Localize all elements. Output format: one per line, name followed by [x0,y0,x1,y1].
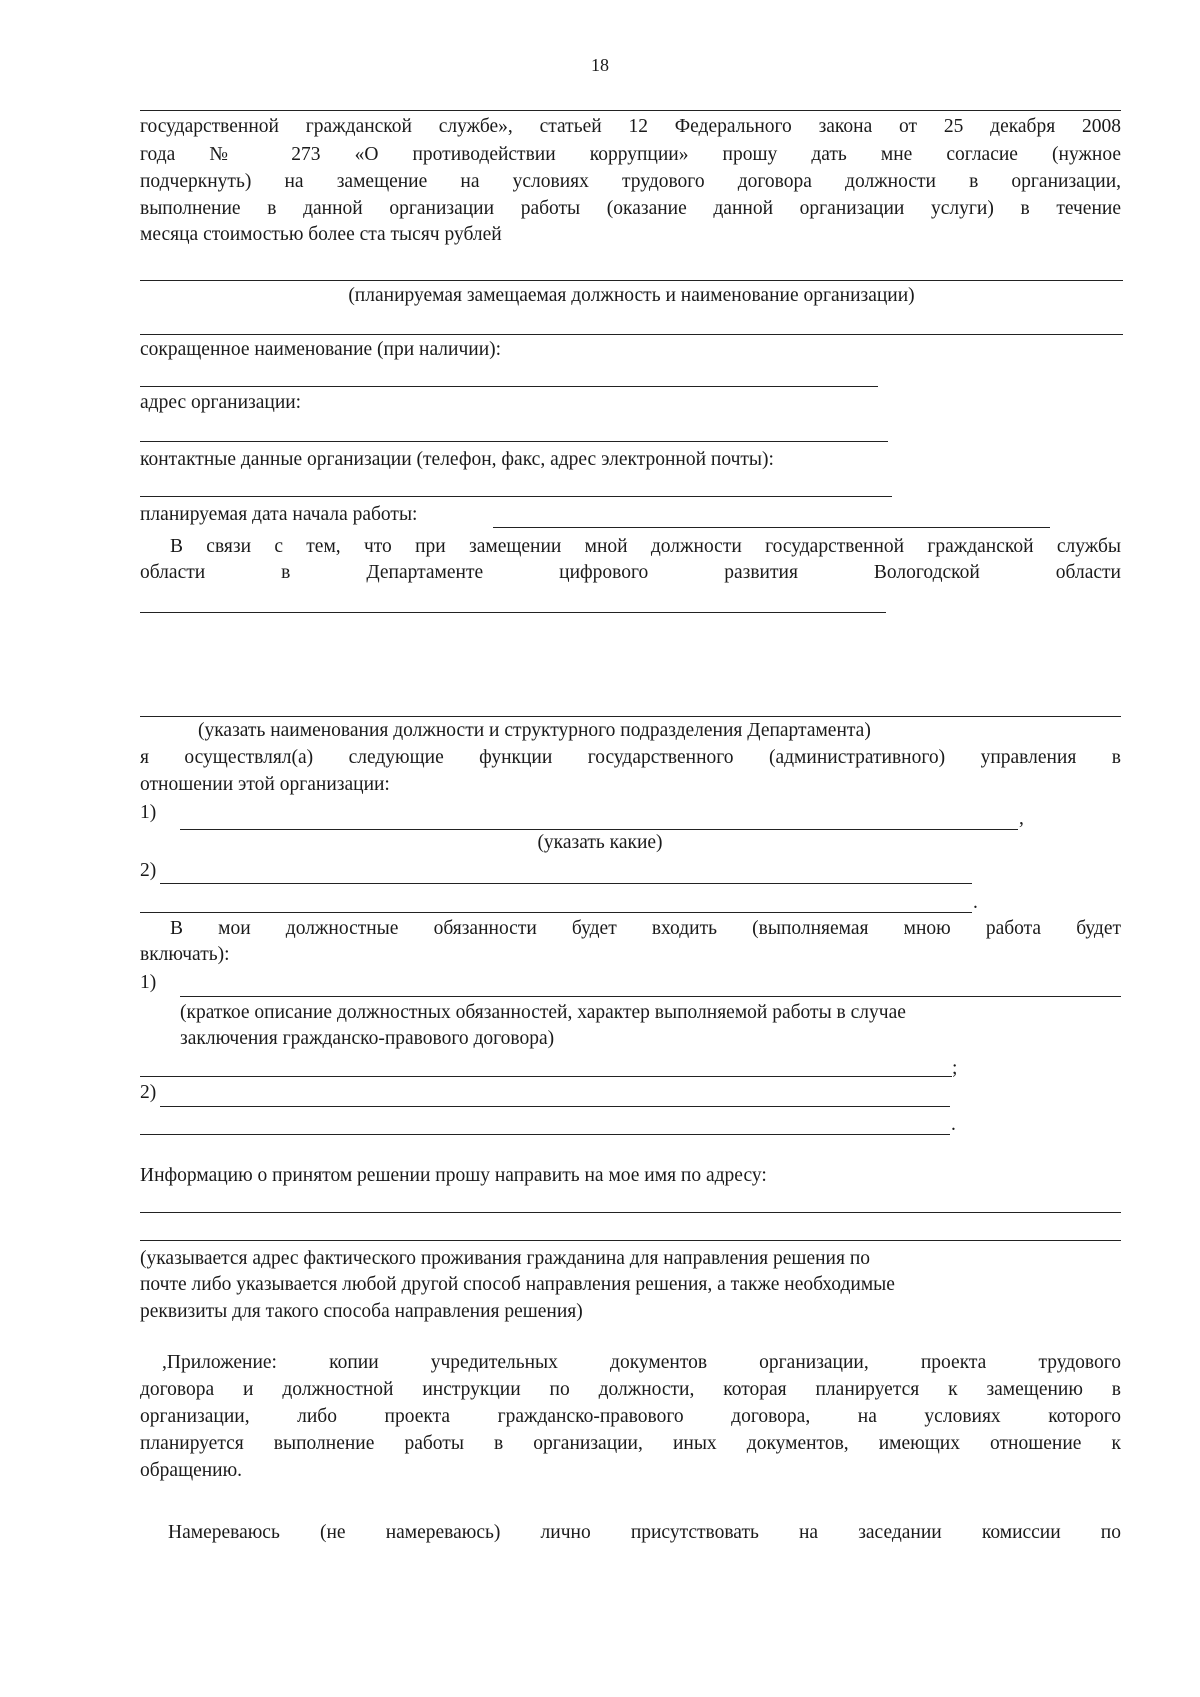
attachment-line-4: планируется выполнение работы в организации, иных документов, имеющих отношение к [140,1433,1121,1454]
function-item-2-field-2[interactable] [140,912,972,913]
attachment-line-2: договора и должностной инструкции по должности, которая планируется к замещению в [140,1379,1121,1400]
duties-item-1-field[interactable] [180,996,1121,997]
attachment-line-3: организации, либо проекта гражданско-правового договора, на условиях которого [140,1406,1121,1427]
intro-line-3: подчеркнуть) на замещение на условиях трудового договора должности в организации, [140,171,1121,192]
duties-item-2-field-2[interactable] [140,1134,950,1135]
connection-line-2: области в Департаменте цифрового развития Вологодской области [140,562,1121,583]
function-item-1-end: , [1019,808,1024,829]
decision-caption-line-1: (указывается адрес фактического проживания гражданина для направления решения по [140,1248,871,1269]
contacts-field[interactable] [140,496,892,497]
intro-line-4: выполнение в данной организации работы (оказание данной организации услуги) в течение [140,198,1121,219]
function-item-1-number: 1) [140,802,157,823]
decision-address-field-1[interactable] [140,1212,1121,1213]
function-item-2-end: . [973,892,978,913]
contacts-label: контактные данные организации (телефон, факс, адрес электронной почты): [140,449,774,470]
duties-item-1-number: 1) [140,972,157,993]
decision-caption-line-2: почте либо указывается любой другой способ направления решения, а также необходимые [140,1274,895,1295]
function-item-2-number: 2) [140,860,157,881]
connection-field-1[interactable] [140,612,886,613]
connection-line-4: отношении этой организации: [140,774,390,795]
duties-item-1-end: ; [952,1058,958,1079]
function-item-2-field[interactable] [160,883,972,884]
short-name-field[interactable] [140,386,878,387]
duties-line-2: включать): [140,944,230,965]
duties-line-1: В мои должностные обязанности будет входить (выполняемая мною работа будет [170,918,1121,939]
intro-line-5: месяца стоимостью более ста тысяч рублей [140,224,502,245]
intent-line-1: Намереваюсь (не намереваюсь) лично присутствовать на заседании комиссии по [168,1522,1121,1543]
intro-line-1: государственной гражданской службе», статьей 12 Федерального закона от 25 декабря 2008 [140,116,1121,137]
short-name-label: сокращенное наименование (при наличии): [140,339,502,360]
page-number: 18 [591,55,609,75]
duties-item-1-field-2[interactable] [140,1076,952,1077]
position-field-2[interactable] [140,334,1123,335]
duties-item-2-number: 2) [140,1082,157,1103]
intro-line-2: года № 273 «О противодействии коррупции» прошу дать мне согласие (нужное [140,144,1121,165]
top-rule [140,110,1121,111]
connection-line-1: В связи с тем, что при замещении мной должности государственной гражданской службы [170,536,1121,557]
position-caption: (планируемая замещаемая должность и наименование организации) [348,285,915,306]
function-item-caption: (указать какие) [537,832,663,853]
position-field[interactable] [140,280,1123,281]
decision-label: Информацию о принятом решении прошу направить на мое имя по адресу: [140,1165,767,1186]
address-label: адрес организации: [140,392,302,413]
start-date-field[interactable] [493,527,1050,528]
duties-item-2-field[interactable] [160,1106,950,1107]
attachment-line-5: обращению. [140,1460,243,1481]
duties-caption-line-1: (краткое описание должностных обязанностей, характер выполняемой работы в случае [180,1002,906,1023]
connection-field-2[interactable] [140,716,1121,717]
duties-caption-line-2: заключения гражданско-правового договора) [180,1028,555,1049]
connection-caption: (указать наименования должности и структурного подразделения Департамента) [198,720,871,741]
duties-item-2-end: . [951,1114,956,1135]
address-field[interactable] [140,441,888,442]
decision-caption-line-3: реквизиты для такого способа направления решения) [140,1301,583,1322]
start-date-label: планируемая дата начала работы: [140,504,418,525]
connection-line-3: я осуществлял(а) следующие функции государственного (административного) управления в [140,747,1121,768]
decision-address-field-2[interactable] [140,1240,1121,1241]
attachment-line-1: ,Приложение: копии учредительных документов организации, проекта трудового [162,1352,1121,1373]
